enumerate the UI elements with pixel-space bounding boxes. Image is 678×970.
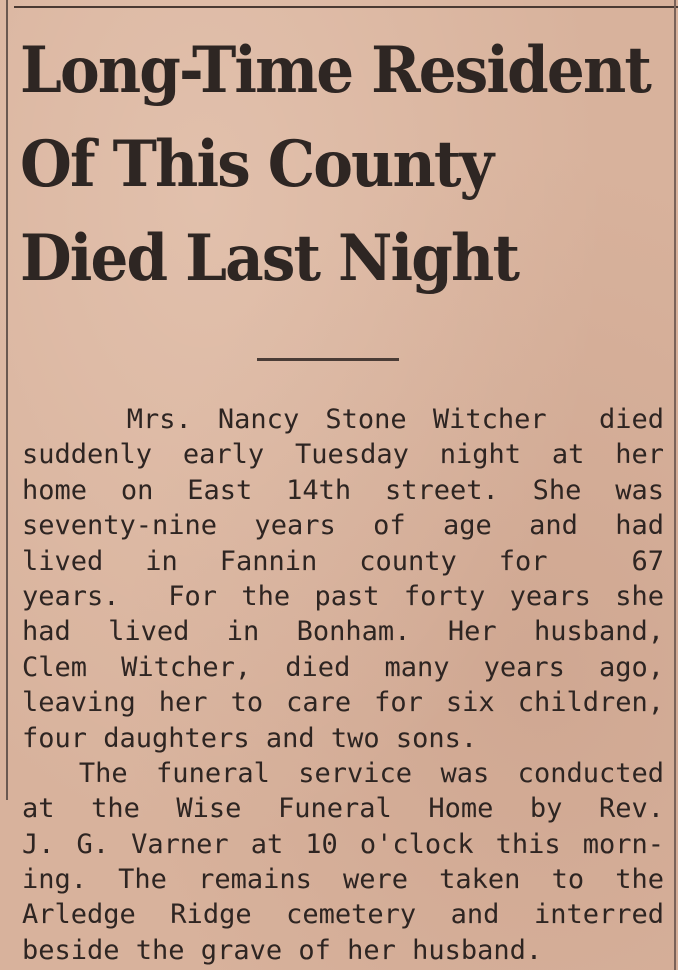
body-line: Mrs. Nancy Stone Witcher died	[22, 404, 664, 435]
body-line: at the Wise Funeral Home by Rev.	[22, 793, 664, 825]
left-column-rule	[6, 0, 8, 800]
body-line: leaving her to care for six children,	[22, 687, 664, 719]
right-column-rule	[674, 0, 676, 970]
body-line: had lived in Bonham. Her husband,	[22, 616, 664, 648]
body-line: years. For the past forty years she	[22, 580, 664, 612]
headline-line: Long-Time Resident	[20, 33, 650, 108]
body-line: suddenly early Tuesday night at her	[22, 439, 664, 471]
headline-divider	[257, 358, 399, 361]
headline-line: Of This County	[20, 127, 493, 202]
body-line: Clem Witcher, died many years ago,	[22, 651, 664, 683]
body-line: J. G. Varner at 10 o'clock this morn-	[22, 828, 664, 860]
body-line: beside the grave of her husband.	[22, 934, 543, 966]
top-column-rule	[14, 6, 678, 8]
body-line: Arledge Ridge cemetery and interred	[22, 899, 664, 931]
body-line: seventy-nine years of age and had	[22, 510, 664, 542]
body-line: home on East 14th street. She was	[22, 474, 664, 506]
body-line: four daughters and two sons.	[22, 722, 478, 754]
article-body	[22, 402, 664, 968]
body-line: The funeral service was conducted	[22, 757, 664, 789]
body-line: lived in Fannin county for 67	[22, 545, 664, 577]
body-line: ing. The remains were taken to the	[22, 864, 664, 896]
headline	[20, 24, 670, 306]
headline-line: Died Last Night	[20, 221, 519, 296]
